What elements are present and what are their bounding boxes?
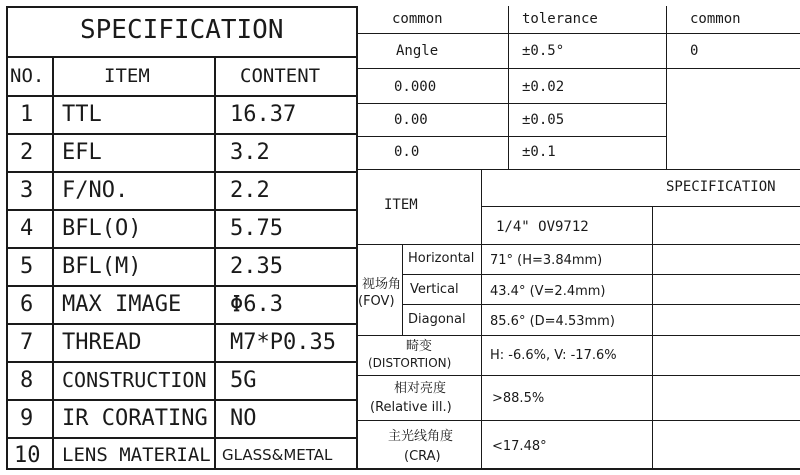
row-no: 6 [20, 292, 34, 317]
fov-row-name: Vertical [410, 282, 459, 297]
row-no: 4 [20, 216, 34, 241]
row-content: 3.2 [230, 140, 270, 165]
fov-row-name: Diagonal [408, 312, 466, 327]
row-content: M7*P0.35 [230, 330, 336, 355]
fov-row-value: 71° (H=3.84mm) [490, 253, 603, 268]
tolerance-cell: 0.0 [394, 144, 420, 160]
spec-title: SPECIFICATION [80, 15, 284, 45]
row-no: 7 [20, 330, 34, 355]
row-item: IR CORATING [62, 406, 208, 431]
row-no: 2 [20, 140, 34, 165]
sensor-value: 1/4" OV9712 [496, 219, 589, 235]
distortion-label-cn: 畸变 [406, 339, 433, 354]
row-item: LENS MATERIAL [62, 444, 211, 466]
tolerance-cell: 0.00 [394, 112, 428, 128]
row-no: 8 [20, 368, 34, 393]
row-content: GLASS&METAL [222, 446, 333, 464]
header-item: ITEM [104, 65, 150, 87]
tolerance-cell: Angle [396, 43, 439, 59]
cra-label-en: (CRA) [404, 449, 441, 464]
tolerance-cell: 0.000 [394, 79, 437, 95]
row-item: THREAD [62, 330, 142, 355]
tolerance-cell: ±0.5° [522, 43, 565, 59]
spec-column-label: SPECIFICATION [666, 179, 776, 195]
row-content: 5G [230, 368, 257, 393]
row-content: 2.2 [230, 178, 270, 203]
tolerance-header: tolerance [522, 11, 598, 27]
row-no: 5 [20, 254, 34, 279]
fov-label-cn: 视场角 [362, 277, 402, 292]
row-content: 2.35 [230, 254, 283, 279]
row-item: CONSTRUCTION [62, 368, 207, 392]
row-item: F/NO. [62, 178, 129, 203]
row-content: NO [230, 406, 257, 431]
row-no: 9 [20, 406, 34, 431]
row-content: 5.75 [230, 216, 283, 241]
row-content: Φ6.3 [230, 292, 283, 317]
relative-ill-value: >88.5% [492, 391, 545, 406]
distortion-label-en: (DISTORTION) [368, 356, 452, 370]
cra-value: <17.48° [492, 439, 547, 454]
fov-label-en: (FOV) [358, 294, 395, 309]
distortion-value: H: -6.6%, V: -17.6% [490, 348, 617, 363]
header-no: NO. [10, 65, 45, 87]
header-content: CONTENT [240, 65, 321, 87]
tolerance-cell: ±0.1 [522, 144, 556, 160]
row-item: BFL(O) [62, 216, 142, 241]
tolerance-header: common [392, 11, 443, 27]
relative-ill-label-cn: 相对亮度 [394, 381, 447, 396]
fov-row-value: 43.4° (V=2.4mm) [490, 284, 606, 299]
cra-label-cn: 主光线角度 [388, 429, 454, 444]
row-item: MAX IMAGE [62, 292, 182, 317]
row-item: EFL [62, 140, 102, 165]
fov-row-name: Horizontal [408, 251, 475, 266]
relative-ill-label-en: (Relative ill.) [370, 400, 452, 415]
row-no: 10 [14, 443, 41, 468]
spec-item-label: ITEM [384, 197, 418, 213]
fov-row-value: 85.6° (D=4.53mm) [490, 314, 615, 329]
tolerance-header: common [690, 11, 741, 27]
tolerance-cell: 0 [690, 43, 699, 59]
row-item: BFL(M) [62, 254, 142, 279]
row-item: TTL [62, 102, 102, 127]
row-no: 1 [20, 102, 34, 127]
row-no: 3 [20, 178, 34, 203]
row-content: 16.37 [230, 102, 297, 127]
tolerance-cell: ±0.02 [522, 79, 565, 95]
tolerance-cell: ±0.05 [522, 112, 565, 128]
